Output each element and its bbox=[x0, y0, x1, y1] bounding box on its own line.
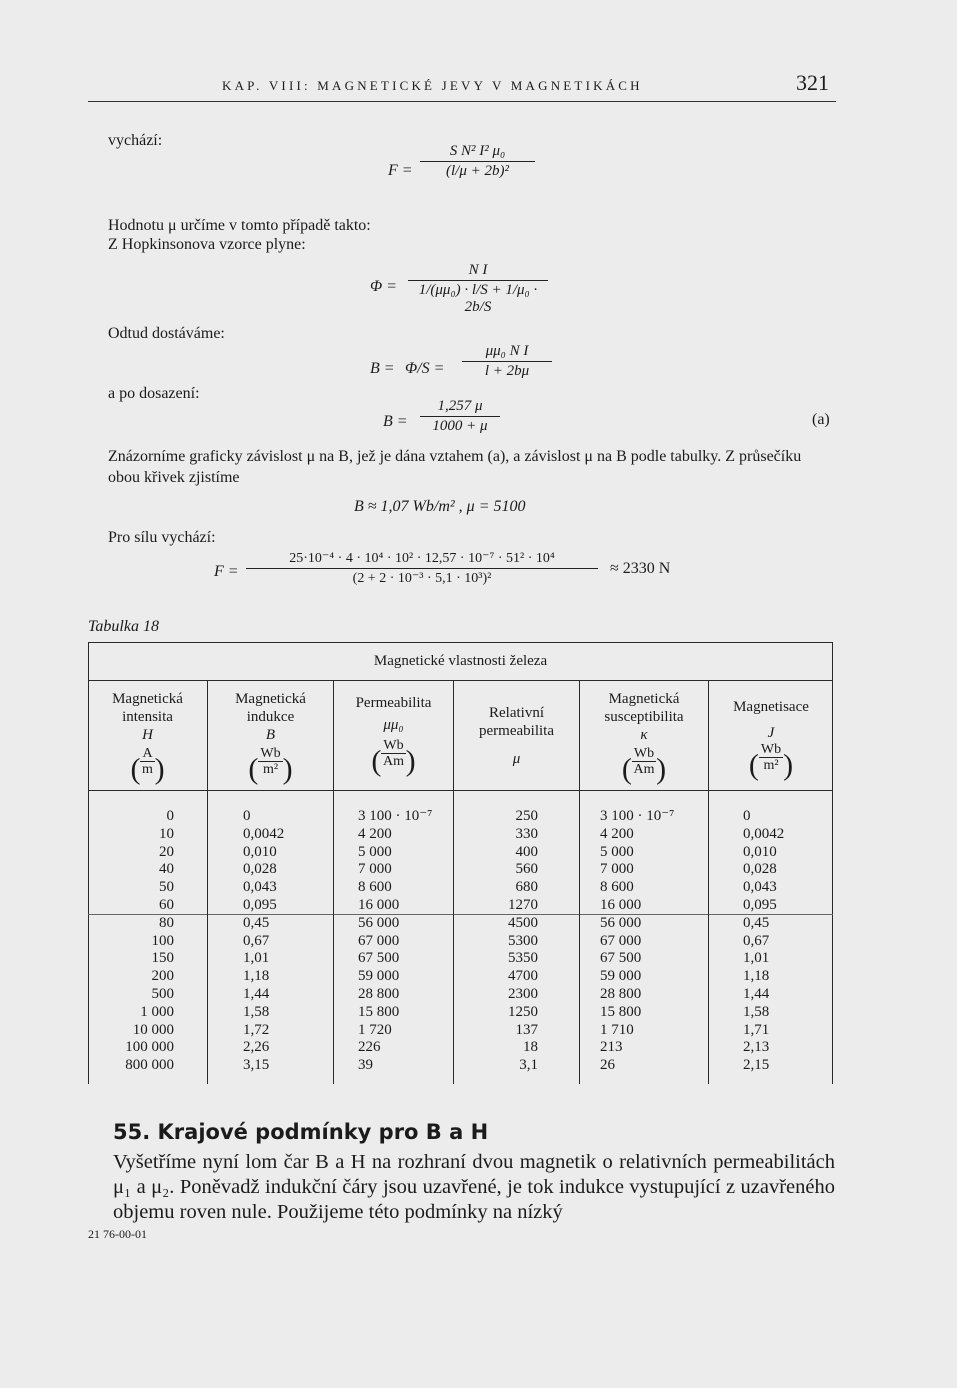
table-cell: 3 100 · 10⁻⁷ bbox=[358, 808, 433, 824]
table-cell: 80 bbox=[159, 914, 174, 931]
table-cell: 28 800 bbox=[600, 985, 642, 1002]
formula-B-denominator: l + 2bμ bbox=[484, 363, 530, 379]
formula-B-fraction bbox=[462, 343, 552, 380]
section-body: Vyšetříme nyní lom čar B a H na rozhraní dvou magnetik o relativních permeabilitách μ₁ a μ₂. Poněvadž indukční čáry jsou uzavřené, je tok indukce vystupující z uzavřeného objemu roven nule. Použijeme této podmínky na nízký bbox=[113, 1151, 835, 1223]
formula-B2-fraction bbox=[420, 398, 500, 435]
header-rule bbox=[88, 101, 836, 102]
table-cell: 560 bbox=[515, 861, 538, 878]
formula-B2-lhs: B = bbox=[383, 413, 408, 430]
table-cell: 1,18 bbox=[743, 968, 770, 985]
table-cell: 0,095 bbox=[243, 896, 277, 913]
table-cell: 150 bbox=[151, 950, 174, 967]
table-cell: 1,01 bbox=[243, 950, 270, 967]
column-header-magnetisation: Magnetisace J ( $\frac{Wb}{\text{m²}}$) bbox=[733, 699, 809, 782]
formula-B2-numerator: 1,257 μ bbox=[437, 398, 483, 414]
table-cell: 0 bbox=[166, 808, 174, 824]
formula-phi-numerator: N I bbox=[468, 262, 488, 278]
column-magnetisation-values bbox=[743, 808, 828, 1075]
table-cell: 16 000 bbox=[358, 896, 400, 913]
text-odtud: Odtud dostáváme: bbox=[108, 325, 225, 342]
table-cell: 4700 bbox=[508, 968, 538, 985]
formula-B-numerator: μμ₀ N I bbox=[485, 343, 529, 359]
table-cell: 10 bbox=[159, 825, 174, 842]
table-cell: 2,13 bbox=[743, 1039, 770, 1056]
formula-F-numerator: S N² I² μ₀ bbox=[449, 143, 506, 159]
table-cell: 1 000 bbox=[140, 1003, 174, 1020]
table-cell: 500 bbox=[151, 985, 174, 1002]
table-cell: 3,15 bbox=[243, 1057, 270, 1074]
table-cell: 1270 bbox=[508, 896, 538, 913]
formula-B2-denominator: 1000 + μ bbox=[432, 418, 488, 434]
page-number: 321 bbox=[796, 70, 829, 95]
table-cell: 0,0042 bbox=[243, 825, 285, 842]
table-cell: 0,67 bbox=[743, 932, 770, 949]
table-cell: 1250 bbox=[508, 1003, 538, 1020]
running-head: KAP. VIII: MAGNETICKÉ JEVY V MAGNETIKÁCH bbox=[222, 78, 643, 93]
table-top-rule bbox=[88, 642, 833, 643]
table-cell: 67 500 bbox=[358, 950, 400, 967]
table-cell: 16 000 bbox=[600, 896, 642, 913]
table-cell: 10 000 bbox=[132, 1021, 174, 1038]
table-cell: 8 600 bbox=[600, 879, 634, 896]
table-cell: 1,71 bbox=[743, 1021, 770, 1038]
table-header-rule bbox=[88, 790, 833, 791]
formula-F2-denominator: (2 + 2 · 10⁻³ · 5,1 · 10³)² bbox=[352, 571, 492, 586]
table-cell: 18 bbox=[523, 1039, 538, 1056]
table-subheader-rule bbox=[88, 680, 833, 681]
column-header-B: Magnetická indukce B ( $\frac{Wb}{\text{m²}}$) bbox=[235, 691, 306, 786]
table-cell: 100 bbox=[151, 932, 174, 949]
formula-F2-fraction bbox=[246, 550, 598, 587]
table-cell: 330 bbox=[515, 825, 538, 842]
formula-phi-fraction bbox=[408, 262, 548, 316]
column-header-mu: Relativní permeabilita μ bbox=[479, 705, 554, 767]
table-caption: Tabulka 18 bbox=[88, 618, 159, 635]
table-cell: 5350 bbox=[508, 950, 538, 967]
table-cell: 15 800 bbox=[358, 1003, 400, 1020]
table-cell: 680 bbox=[515, 879, 538, 896]
table-super-header: Magnetické vlastnosti železa bbox=[373, 653, 548, 669]
text-pro-silu: Pro sílu vychází: bbox=[108, 529, 216, 546]
table-cell: 56 000 bbox=[600, 914, 642, 931]
table-cell: 15 800 bbox=[600, 1003, 642, 1020]
table-cell: 1,44 bbox=[743, 985, 770, 1002]
table-cell: 800 000 bbox=[125, 1057, 174, 1074]
table-cell: 100 000 bbox=[125, 1039, 174, 1056]
table-cell: 4500 bbox=[508, 914, 538, 931]
print-code: 21 76-00-01 bbox=[88, 1227, 147, 1241]
table-cell: 7 000 bbox=[358, 861, 392, 878]
table-cell: 67 500 bbox=[600, 950, 642, 967]
table-cell: 1 710 bbox=[600, 1021, 634, 1038]
column-header-H: Magnetická intensita H ( $\frac{A}{m}$) bbox=[112, 691, 183, 786]
table-cell: 0,45 bbox=[243, 914, 270, 931]
table-cell: 1,18 bbox=[243, 968, 270, 985]
table-cell: 1,01 bbox=[743, 950, 770, 967]
table-cell: 1,58 bbox=[243, 1003, 270, 1020]
formula-result: B ≈ 1,07 Wb/m² , μ = 5100 bbox=[354, 498, 526, 515]
text-po-dosazeni: a po dosazení: bbox=[108, 385, 200, 402]
column-mu-values bbox=[468, 808, 538, 1075]
table-cell: 5300 bbox=[508, 932, 538, 949]
formula-phi-denominator: 1/(μμ₀) · l/S + 1/μ₀ · 2b/S bbox=[418, 282, 538, 315]
formula-F2-lhs: F = bbox=[214, 563, 239, 580]
table-cell: 2300 bbox=[508, 985, 538, 1002]
table-cell: 5 000 bbox=[600, 843, 634, 860]
table-cell: 67 000 bbox=[358, 932, 400, 949]
column-H-values bbox=[88, 808, 174, 1075]
table-cell: 0,028 bbox=[743, 861, 777, 878]
magnetic-properties-table bbox=[88, 642, 833, 1098]
formula-F-lhs: F = bbox=[388, 162, 413, 179]
formula-F2-numerator: 25·10⁻⁴ · 4 · 10⁴ · 10² · 12,57 · 10⁻⁷ · 51² · 10⁴ bbox=[289, 551, 555, 566]
table-cell: 0,010 bbox=[743, 843, 777, 860]
table-cell: 59 000 bbox=[358, 968, 400, 985]
table-cell: 39 bbox=[358, 1057, 373, 1074]
table-cell: 0 bbox=[743, 808, 751, 824]
table-cell: 4 200 bbox=[600, 825, 634, 842]
table-cell: 28 800 bbox=[358, 985, 400, 1002]
equation-label-a: (a) bbox=[812, 411, 830, 428]
table-cell: 0,095 bbox=[743, 896, 777, 913]
formula-F-fraction bbox=[420, 143, 535, 180]
table-cell: 0,0042 bbox=[743, 825, 785, 842]
column-susceptibility-values bbox=[600, 808, 705, 1075]
table-cell: 137 bbox=[515, 1021, 538, 1038]
formula-phi-lhs: Φ = bbox=[370, 278, 397, 295]
text-hopkinson: Z Hopkinsonova vzorce plyne: bbox=[108, 236, 306, 253]
table-cell: 50 bbox=[159, 879, 174, 896]
table-cell: 1,72 bbox=[243, 1021, 270, 1038]
formula-F-denominator: (l/μ + 2b)² bbox=[446, 163, 509, 179]
table-cell: 56 000 bbox=[358, 914, 400, 931]
table-cell: 400 bbox=[515, 843, 538, 860]
column-B-values bbox=[243, 808, 323, 1075]
table-cell: 200 bbox=[151, 968, 174, 985]
table-cell: 5 000 bbox=[358, 843, 392, 860]
table-mid-rule bbox=[88, 914, 833, 915]
table-cell: 59 000 bbox=[600, 968, 642, 985]
table-cell: 0,45 bbox=[743, 914, 770, 931]
table-cell: 1,44 bbox=[243, 985, 270, 1002]
table-cell: 7 000 bbox=[600, 861, 634, 878]
table-cell: 0 bbox=[243, 808, 251, 824]
column-header-susceptibility: Magnetická susceptibilita κ ( $\frac{Wb}{Am}$) bbox=[604, 691, 684, 786]
table-cell: 0,043 bbox=[743, 879, 777, 896]
table-cell: 1,58 bbox=[743, 1003, 770, 1020]
table-cell: 250 bbox=[515, 808, 538, 824]
text-znazornime: Znázorníme graficky závislost μ na B, jež je dána vztahem (a), a závislost μ na B podle tabulky. Z průsečíku obou křivek zjistíme bbox=[108, 448, 802, 486]
table-cell: 2,26 bbox=[243, 1039, 270, 1056]
formula-B-lhs: B = bbox=[370, 360, 395, 377]
table-cell: 226 bbox=[358, 1039, 381, 1056]
table-cell: 4 200 bbox=[358, 825, 392, 842]
table-cell: 3 100 · 10⁻⁷ bbox=[600, 808, 675, 824]
table-cell: 0,043 bbox=[243, 879, 277, 896]
table-cell: 20 bbox=[159, 843, 174, 860]
table-cell: 213 bbox=[600, 1039, 623, 1056]
section-title: 55. Krajové podmínky pro B a H bbox=[113, 1120, 489, 1144]
formula-F2-result: ≈ 2330 N bbox=[610, 560, 671, 577]
table-cell: 3,1 bbox=[519, 1057, 538, 1074]
table-cell: 60 bbox=[159, 896, 174, 913]
table-cell: 2,15 bbox=[743, 1057, 770, 1074]
table-cell: 40 bbox=[159, 861, 174, 878]
table-cell: 67 000 bbox=[600, 932, 642, 949]
table-cell: 0,010 bbox=[243, 843, 277, 860]
table-cell: 8 600 bbox=[358, 879, 392, 896]
table-cell: 0,67 bbox=[243, 932, 270, 949]
table-cell: 0,028 bbox=[243, 861, 277, 878]
text-vychazi: vychází: bbox=[108, 132, 163, 149]
text-hodnotu: Hodnotu μ určíme v tomto případě takto: bbox=[108, 217, 371, 234]
table-cell: 1 720 bbox=[358, 1021, 392, 1038]
table-cell: 26 bbox=[600, 1057, 615, 1074]
column-header-permeability: Permeabilita μμ₀ ( $\frac{Wb}{Am}$) bbox=[355, 695, 432, 778]
formula-B-mid: Φ/S = bbox=[405, 360, 445, 377]
column-permeability-values bbox=[358, 808, 453, 1075]
